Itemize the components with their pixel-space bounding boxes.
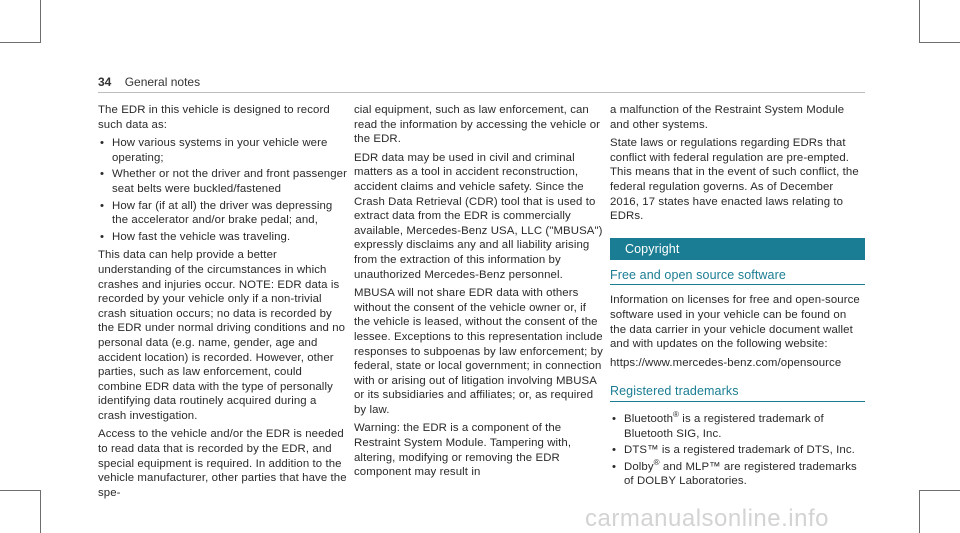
paragraph: a malfunction of the Restraint System Module and other systems. bbox=[610, 104, 845, 131]
paragraph: Access to the vehicle and/or the EDR is needed to read data that is recorded by the EDR, and special equipment is required. In addition to the vehicle manufacturer, other parties that have the spe- bbox=[98, 428, 347, 499]
list-item: • Dolby® and MLP™ are registered trademarks of DOLBY Laboratories. bbox=[612, 457, 857, 488]
list-item: • How various systems in your vehicle were operating; bbox=[100, 137, 328, 164]
trademarks-heading: Registered trademarks bbox=[610, 384, 865, 402]
page-header bbox=[98, 75, 200, 89]
bullet-icon: • bbox=[100, 230, 105, 243]
edr-data-list bbox=[98, 136, 348, 244]
bullet-icon: • bbox=[612, 444, 617, 457]
crop-mark bbox=[919, 0, 920, 42]
crop-mark bbox=[0, 42, 41, 43]
foss-heading: Free and open source software bbox=[610, 268, 865, 286]
paragraph: Information on licenses for free and open-source software used in your vehicle can be found on the data carrier in your vehicle document wallet and with updates on the following website: bbox=[610, 294, 860, 351]
bullet-icon: • bbox=[100, 168, 105, 181]
copyright-banner: Copyright bbox=[610, 238, 865, 260]
crop-mark bbox=[40, 0, 41, 42]
paragraph: MBUSA will not share EDR data with others without the consent of the vehicle owner or, if the vehicle is leased, without the consent of the lessee. Exceptions to this representation include responses to subpoenas by law enforcement; by federal, state or local government; in connection with or arising out of litigation involving MBUSA or its subsidiaries and affiliates; or, as required by law. bbox=[354, 287, 603, 416]
column-1 bbox=[98, 103, 348, 504]
watermark: carmanualsonline.info bbox=[585, 505, 829, 532]
list-item: • Whether or not the driver and front passenger seat belts were buckled/fastened bbox=[100, 168, 347, 195]
bullet-icon: • bbox=[612, 460, 617, 473]
paragraph: EDR data may be used in civil and criminal matters as a tool in accident reconstruction, accident claims and vehicle safety. Since the Crash Data Retrieval (CDR) tool that is used to extract data from the EDR is commercially available, Mercedes-Benz USA, LLC ("MBUSA") expressly disclaims any and all liability arising from the extraction of this information by unauthorized Mercedes-Benz personnel. bbox=[354, 151, 603, 281]
paragraph: Warning: the EDR is a component of the Restraint System Module. Tampering with, altering, modifying or removing the EDR component may result in bbox=[354, 422, 572, 479]
list-item: • How fast the vehicle was traveling. bbox=[100, 230, 291, 243]
crop-mark bbox=[40, 490, 41, 533]
paragraph: State laws or regulations regarding EDRs that conflict with federal regulation are pre-empted. This means that in the event of such conflict, the federal regulation governs. As of December 2016, 17 states have enacted laws relating to EDRs. bbox=[610, 137, 859, 223]
paragraph: cial equipment, such as law enforcement, can read the information by accessing the vehicle or the EDR. bbox=[354, 104, 601, 146]
paragraph: This data can help provide a better understanding of the circumstances in which crashes and injuries occur. NOTE: EDR data is recorded by your vehicle only if a non-trivial crash situation occurs; no data is recorded by the EDR under normal driving conditions and no personal data (e.g. name, gender, age and accident location) is recorded. However, other parties, such as law enforcement, could combine EDR data with the type of personally identifying data routinely acquired during a crash investigation. bbox=[98, 249, 346, 422]
bullet-icon: • bbox=[612, 412, 617, 425]
crop-mark bbox=[919, 490, 920, 533]
section-title: General notes bbox=[124, 75, 201, 89]
crop-mark bbox=[0, 490, 41, 491]
bullet-icon: • bbox=[100, 137, 105, 150]
opensource-url: https://www.mercedes-benz.com/opensource bbox=[610, 356, 842, 369]
edr-intro: The EDR in this vehicle is designed to record such data as: bbox=[98, 104, 330, 131]
trademark-list bbox=[610, 412, 865, 489]
list-item: • How far (if at all) the driver was depressing the accelerator and/or brake pedal; and, bbox=[100, 199, 333, 227]
bullet-icon: • bbox=[100, 199, 105, 212]
header-divider bbox=[98, 92, 865, 93]
list-item: • DTS™ is a registered trademark of DTS, Inc. bbox=[612, 444, 855, 457]
column-2 bbox=[354, 103, 604, 484]
crop-mark bbox=[919, 42, 960, 43]
column-3 bbox=[610, 103, 865, 493]
crop-mark bbox=[919, 490, 960, 491]
list-item: • Bluetooth® is a registered trademark of Bluetooth SIG, Inc. bbox=[612, 410, 824, 440]
page-number: 34 bbox=[98, 75, 112, 89]
